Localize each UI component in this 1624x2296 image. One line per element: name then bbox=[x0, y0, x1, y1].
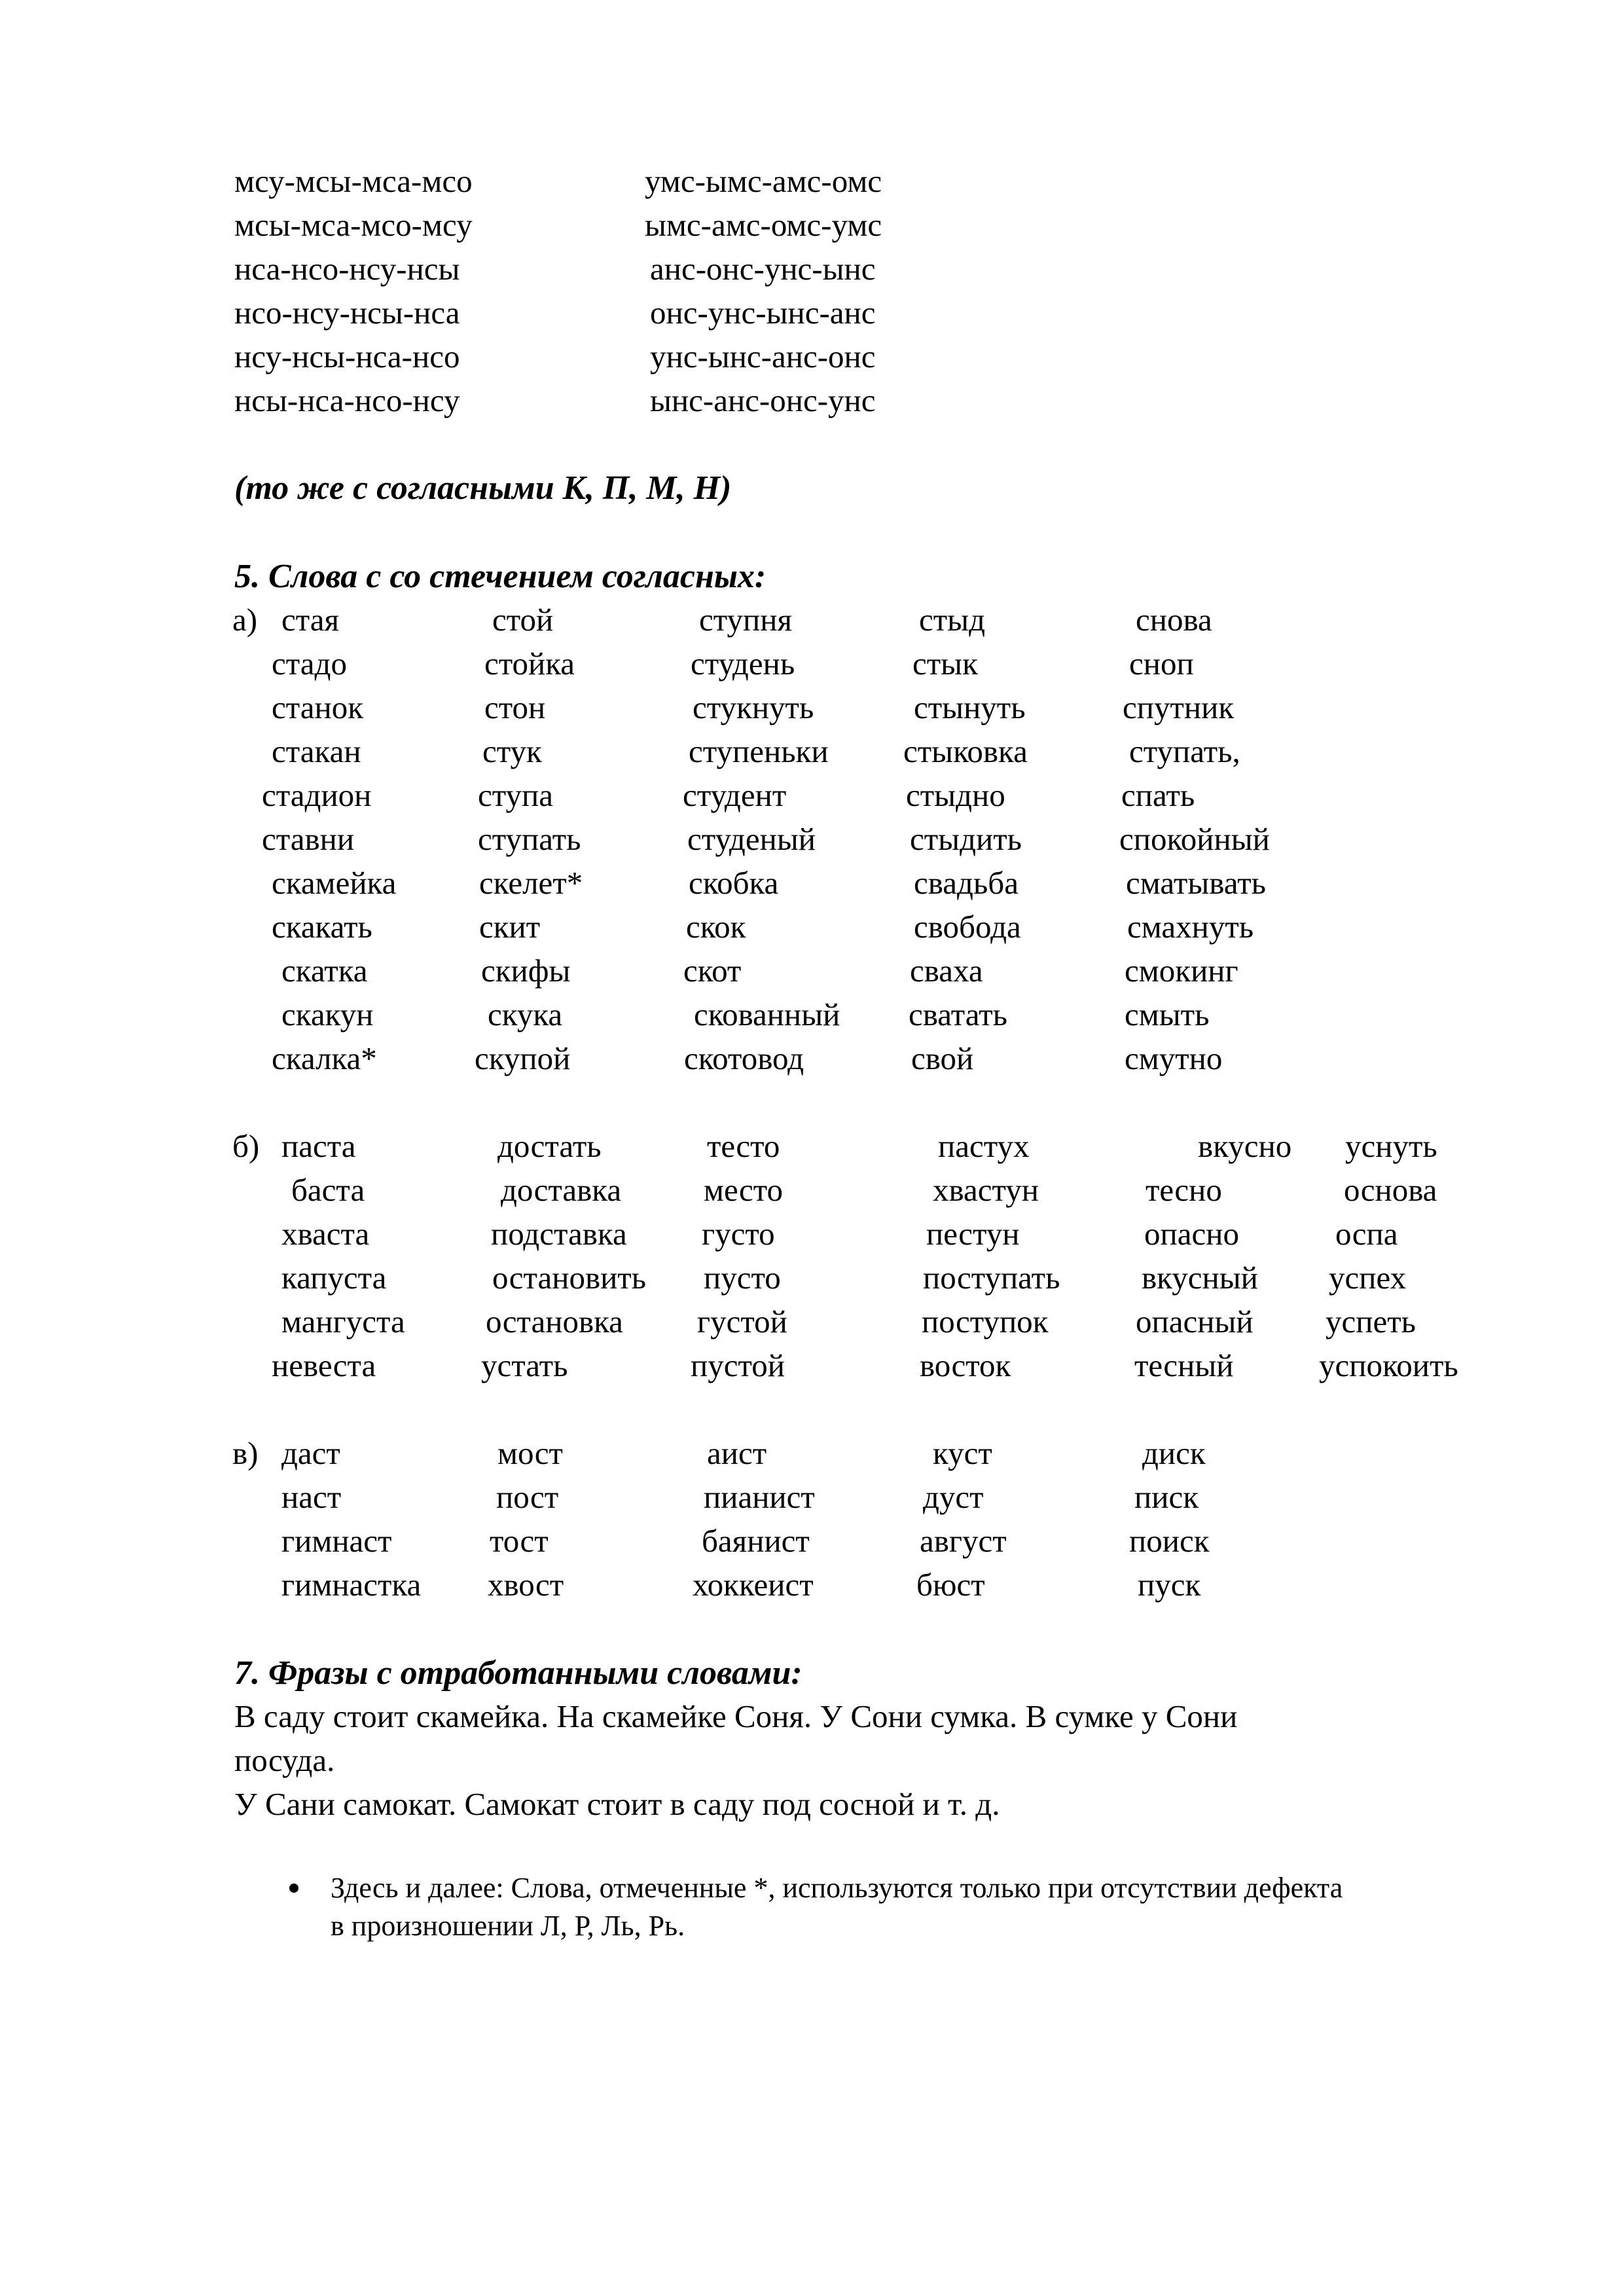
syllable-left: нсо-нсу-нсы-нса bbox=[234, 295, 460, 331]
word: стакан bbox=[272, 733, 361, 769]
word: спутник bbox=[1123, 689, 1235, 725]
word: хвост bbox=[488, 1567, 564, 1603]
word: ступа bbox=[478, 777, 553, 813]
syllable-left: мсы-мса-мсо-мсу bbox=[234, 207, 473, 243]
syllable-right: унс-ынс-анс-онс bbox=[650, 338, 876, 374]
footnote-line: Здесь и далее: Слова, отмеченные *, используются только при отсутствии дефекта bbox=[331, 1872, 1343, 1904]
word: ступеньки bbox=[689, 733, 829, 769]
word: гимнаст bbox=[281, 1523, 392, 1559]
word: поиск bbox=[1129, 1523, 1210, 1559]
word: пестун bbox=[926, 1216, 1020, 1252]
word: аист bbox=[707, 1435, 767, 1471]
same-consonants-note: (то же с согласными К, П, М, Н) bbox=[234, 469, 732, 507]
syllable-left: нсы-нса-нсо-нсу bbox=[234, 382, 460, 418]
word: достать bbox=[497, 1128, 602, 1164]
word: восток bbox=[920, 1347, 1011, 1383]
word: скупой bbox=[475, 1040, 571, 1076]
word: ступать bbox=[478, 821, 581, 857]
word: сватать bbox=[909, 996, 1007, 1032]
word: поступок bbox=[922, 1303, 1049, 1339]
word: доставка bbox=[501, 1172, 622, 1208]
word: скелет* bbox=[479, 865, 583, 901]
syllable-left: нсу-нсы-нса-нсо bbox=[234, 338, 460, 374]
word: тост bbox=[490, 1523, 549, 1559]
word: снова bbox=[1136, 602, 1212, 638]
syllable-left: мсу-мсы-мса-мсо bbox=[234, 163, 473, 199]
syllable-right: ымс-амс-омс-умс bbox=[645, 207, 882, 243]
word: скок bbox=[686, 909, 746, 945]
word: август bbox=[920, 1523, 1007, 1559]
word: скифы bbox=[481, 953, 571, 989]
word: смыть bbox=[1125, 996, 1210, 1032]
word: подставка bbox=[491, 1216, 627, 1252]
word: спать bbox=[1121, 777, 1195, 813]
word: куст bbox=[933, 1435, 992, 1471]
word: смокинг bbox=[1125, 953, 1238, 989]
word: стадо bbox=[272, 646, 347, 682]
word: пустой bbox=[691, 1347, 785, 1383]
word: стая bbox=[281, 602, 340, 638]
syllable-right: анс-онс-унс-ынс bbox=[650, 251, 876, 287]
word: студень bbox=[691, 646, 795, 682]
syllable-right: ынс-анс-онс-унс bbox=[650, 382, 876, 418]
word: стон bbox=[484, 689, 546, 725]
word: баянист bbox=[702, 1523, 810, 1559]
word: вкусный bbox=[1142, 1260, 1258, 1296]
word: скит bbox=[479, 909, 541, 945]
word: успех bbox=[1329, 1260, 1407, 1296]
word: паста bbox=[281, 1128, 356, 1164]
word: сноп bbox=[1129, 646, 1194, 682]
word: студент bbox=[683, 777, 787, 813]
word: поступать bbox=[923, 1260, 1060, 1296]
word: смутно bbox=[1125, 1040, 1223, 1076]
word: скатка bbox=[281, 953, 368, 989]
word: ступать, bbox=[1129, 733, 1240, 769]
word: стадион bbox=[262, 777, 372, 813]
word: стык bbox=[912, 646, 978, 682]
word: остановка bbox=[486, 1303, 623, 1339]
word: основа bbox=[1344, 1172, 1437, 1208]
word: тесный bbox=[1134, 1347, 1234, 1383]
word: успеть bbox=[1326, 1303, 1416, 1339]
word: стыдить bbox=[910, 821, 1022, 857]
word: скотовод bbox=[684, 1040, 804, 1076]
word: наст bbox=[281, 1479, 342, 1515]
word: скакать bbox=[272, 909, 372, 945]
word: свобода bbox=[914, 909, 1021, 945]
word: хваста bbox=[281, 1216, 370, 1252]
word: сматывать bbox=[1126, 865, 1266, 901]
phrase-line: посуда. bbox=[234, 1742, 335, 1778]
word: стыковка bbox=[903, 733, 1028, 769]
group-marker: а) bbox=[232, 602, 258, 638]
word: пианист bbox=[704, 1479, 815, 1515]
word: густо bbox=[702, 1216, 775, 1252]
word: скамейка bbox=[272, 865, 397, 901]
word: мангуста bbox=[281, 1303, 405, 1339]
word: мост bbox=[497, 1435, 563, 1471]
section-5-title: 5. Слова с со стечением согласных: bbox=[234, 558, 767, 595]
word: устать bbox=[481, 1347, 568, 1383]
word: свадьба bbox=[914, 865, 1019, 901]
word: спокойный bbox=[1119, 821, 1270, 857]
word: станок bbox=[272, 689, 364, 725]
phrase-line: У Сани самокат. Самокат стоит в саду под сосной и т. д. bbox=[234, 1786, 1000, 1822]
footnote-line: в произношении Л, Р, Ль, Рь. bbox=[331, 1910, 685, 1942]
word: хвастун bbox=[933, 1172, 1039, 1208]
word: остановить bbox=[492, 1260, 647, 1296]
word: стойка bbox=[484, 646, 575, 682]
word: сваха bbox=[910, 953, 983, 989]
word: стынуть bbox=[914, 689, 1026, 725]
word: стыд bbox=[919, 602, 986, 638]
word: баста bbox=[291, 1172, 365, 1208]
word: пастух bbox=[938, 1128, 1030, 1164]
word: стой bbox=[492, 602, 554, 638]
word: опасный bbox=[1136, 1303, 1254, 1339]
word: пусто bbox=[704, 1260, 781, 1296]
word: оспа bbox=[1335, 1216, 1398, 1252]
bullet-icon bbox=[289, 1884, 298, 1893]
syllable-right: онс-унс-ынс-анс bbox=[650, 295, 876, 331]
word: успокоить bbox=[1319, 1347, 1458, 1383]
word: скакун bbox=[281, 996, 374, 1032]
word: даст bbox=[281, 1435, 340, 1471]
word: свой bbox=[911, 1040, 974, 1076]
word: тесто bbox=[707, 1128, 780, 1164]
word: бюст bbox=[916, 1567, 985, 1603]
word: тесно bbox=[1146, 1172, 1222, 1208]
group-marker: б) bbox=[232, 1128, 260, 1164]
word: стук bbox=[482, 733, 542, 769]
word: ставни bbox=[262, 821, 355, 857]
word: дуст bbox=[923, 1479, 984, 1515]
phrase-line: В саду стоит скамейка. На скамейке Соня. У Сони сумка. В сумке у Сони bbox=[234, 1698, 1238, 1734]
word: хоккеист bbox=[693, 1567, 814, 1603]
word: пуск bbox=[1138, 1567, 1201, 1603]
word: скот bbox=[683, 953, 742, 989]
word: невеста bbox=[272, 1347, 376, 1383]
group-marker: в) bbox=[232, 1435, 259, 1471]
section-7-title: 7. Фразы с отработанными словами: bbox=[234, 1654, 803, 1692]
word: скованный bbox=[694, 996, 840, 1032]
word: стукнуть bbox=[693, 689, 814, 725]
word: гимнастка bbox=[281, 1567, 422, 1603]
word: писк bbox=[1134, 1479, 1199, 1515]
word: уснуть bbox=[1345, 1128, 1437, 1164]
word: ступня bbox=[699, 602, 792, 638]
word: пост bbox=[496, 1479, 559, 1515]
word: стыдно bbox=[906, 777, 1005, 813]
word: вкусно bbox=[1198, 1128, 1292, 1164]
word: место bbox=[704, 1172, 783, 1208]
word: опасно bbox=[1144, 1216, 1239, 1252]
word: смахнуть bbox=[1127, 909, 1254, 945]
word: скалка* bbox=[272, 1040, 377, 1076]
syllable-left: нса-нсо-нсу-нсы bbox=[234, 251, 460, 287]
word: скука bbox=[488, 996, 563, 1032]
word: скобка bbox=[689, 865, 779, 901]
word: густой bbox=[697, 1303, 787, 1339]
word: капуста bbox=[281, 1260, 387, 1296]
syllable-right: умс-ымс-амс-омс bbox=[645, 163, 882, 199]
word: диск bbox=[1142, 1435, 1206, 1471]
word: студеный bbox=[687, 821, 816, 857]
